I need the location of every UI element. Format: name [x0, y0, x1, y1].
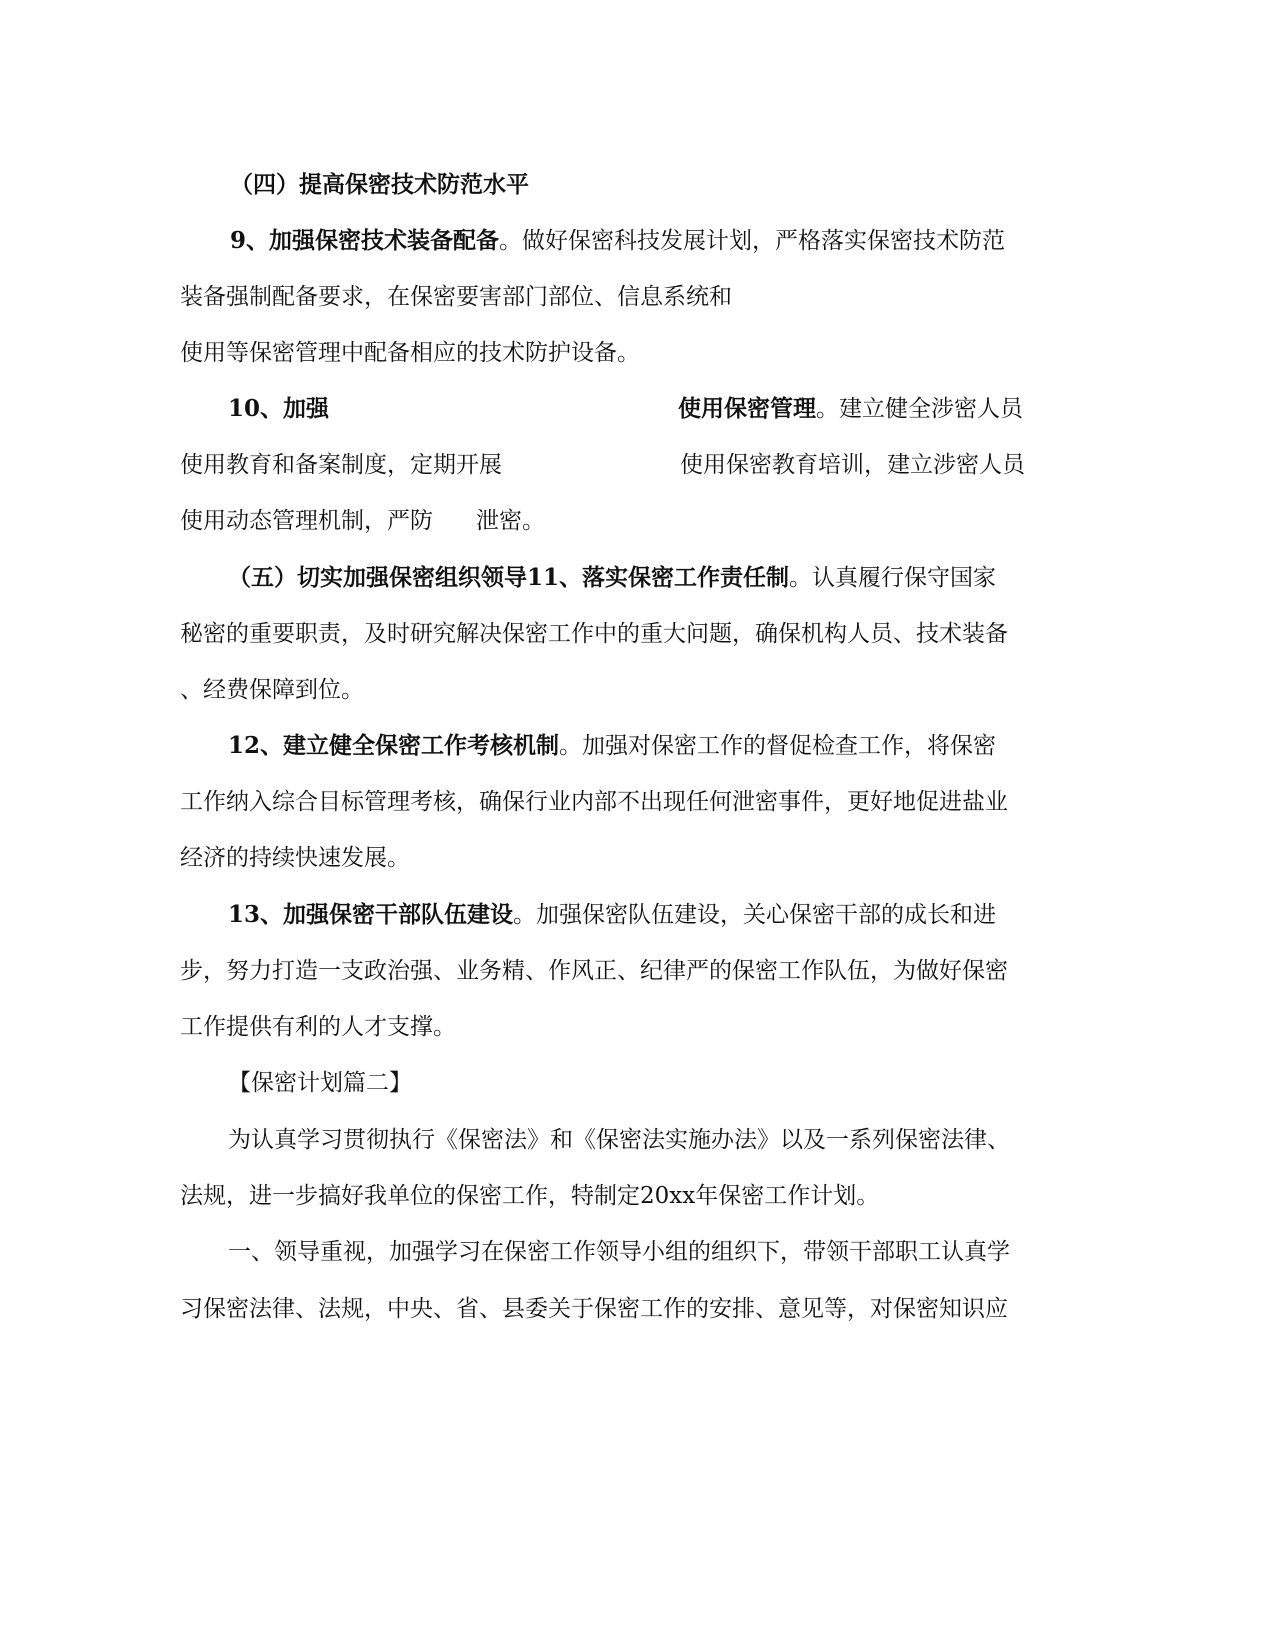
section-5-text: 、经费保障到位。 [180, 677, 364, 703]
paragraph-12-text: 。加强对保密工作的督促检查工作，将保密 [559, 733, 997, 759]
paragraph-12-title: 12、建立健全保密工作考核机制 [228, 732, 560, 759]
paragraph-13-text: 工作提供有利的人才支撑。 [180, 1014, 456, 1040]
paragraph-10-line-3b [476, 506, 545, 536]
paragraph-10-line-2b [680, 450, 1025, 480]
paragraph-12-line-2 [180, 787, 1008, 817]
paragraph-10-text: 使用保密教育培训，建立涉密人员 [680, 452, 1025, 478]
paragraph-13-line-3 [180, 1012, 456, 1042]
paragraph-9-text: 使用等保密管理中配备相应的技术防护设备。 [180, 340, 640, 366]
paragraph-10-title-b: 使用保密管理 [678, 395, 816, 422]
intro-text: 法规，进一步搞好我单位的保密工作，特制定20xx年保密工作计划。 [180, 1183, 880, 1209]
paragraph-10-line-1b [678, 394, 1023, 424]
paragraph-12-line-1 [228, 731, 996, 761]
section-4-heading [230, 170, 529, 200]
section-5-text: 。认真履行保守国家 [789, 565, 997, 591]
intro-line-2 [180, 1181, 879, 1211]
plan-2-heading [228, 1068, 412, 1098]
paragraph-9-line-3 [180, 338, 640, 368]
intro-line-1 [228, 1125, 1010, 1155]
paragraph-9-line-2 [180, 282, 732, 312]
section-5-line-2 [180, 619, 1008, 649]
section-5-text: 秘密的重要职责，及时研究解决保密工作中的重大问题，确保机构人员、技术装备 [180, 621, 1008, 647]
paragraph-13-title: 13、加强保密干部队伍建设 [228, 901, 514, 928]
paragraph-10-title-a: 10、加强 [228, 395, 330, 422]
paragraph-12-line-3 [180, 843, 410, 873]
section-5-line-3 [180, 675, 364, 705]
paragraph-13-line-2 [180, 956, 1008, 986]
paragraph-13-text: 。加强保密队伍建设，关心保密干部的成长和进 [513, 902, 997, 928]
paragraph-10-line-1a [228, 394, 329, 424]
paragraph-9-title: 9、加强保密技术装备配备 [230, 227, 500, 254]
paragraph-9-line-1 [230, 226, 1005, 256]
paragraph-10-text: 使用教育和备案制度，定期开展 [180, 452, 502, 478]
section-5-heading: （五）切实加强保密组织领导11、落实保密工作责任制 [228, 564, 790, 591]
paragraph-12-text: 经济的持续快速发展。 [180, 845, 410, 871]
item-1-text: 习保密法律、法规，中央、省、县委关于保密工作的安排、意见等，对保密知识应 [180, 1296, 1008, 1322]
item-1-line-1 [228, 1237, 1010, 1267]
paragraph-10-text: 。建立健全涉密人员 [816, 396, 1023, 422]
paragraph-10-line-2a [180, 450, 502, 480]
paragraph-10-text: 使用动态管理机制，严防 [180, 508, 433, 534]
paragraph-13-line-1 [228, 900, 996, 930]
paragraph-10-line-3a [180, 506, 433, 536]
paragraph-12-text: 工作纳入综合目标管理考核，确保行业内部不出现任何泄密事件，更好地促进盐业 [180, 789, 1008, 815]
item-1-line-2 [180, 1294, 1008, 1324]
plan-2-heading-text: 【保密计划篇二】 [228, 1070, 412, 1096]
intro-text: 为认真学习贯彻执行《保密法》和《保密法实施办法》以及一系列保密法律、 [228, 1127, 1010, 1153]
section-4-heading-text: （四）提高保密技术防范水平 [230, 171, 529, 198]
paragraph-10-text: 泄密。 [476, 508, 545, 534]
paragraph-9-text: 装备强制配备要求，在保密要害部门部位、信息系统和 [180, 284, 732, 310]
paragraph-9-text: 。做好保密科技发展计划，严格落实保密技术防范 [499, 228, 1006, 254]
item-1-text: 一、领导重视，加强学习在保密工作领导小组的组织下，带领干部职工认真学 [228, 1239, 1010, 1265]
section-5-line-1 [228, 563, 996, 593]
paragraph-13-text: 步，努力打造一支政治强、业务精、作风正、纪律严的保密工作队伍，为做好保密 [180, 958, 1008, 984]
